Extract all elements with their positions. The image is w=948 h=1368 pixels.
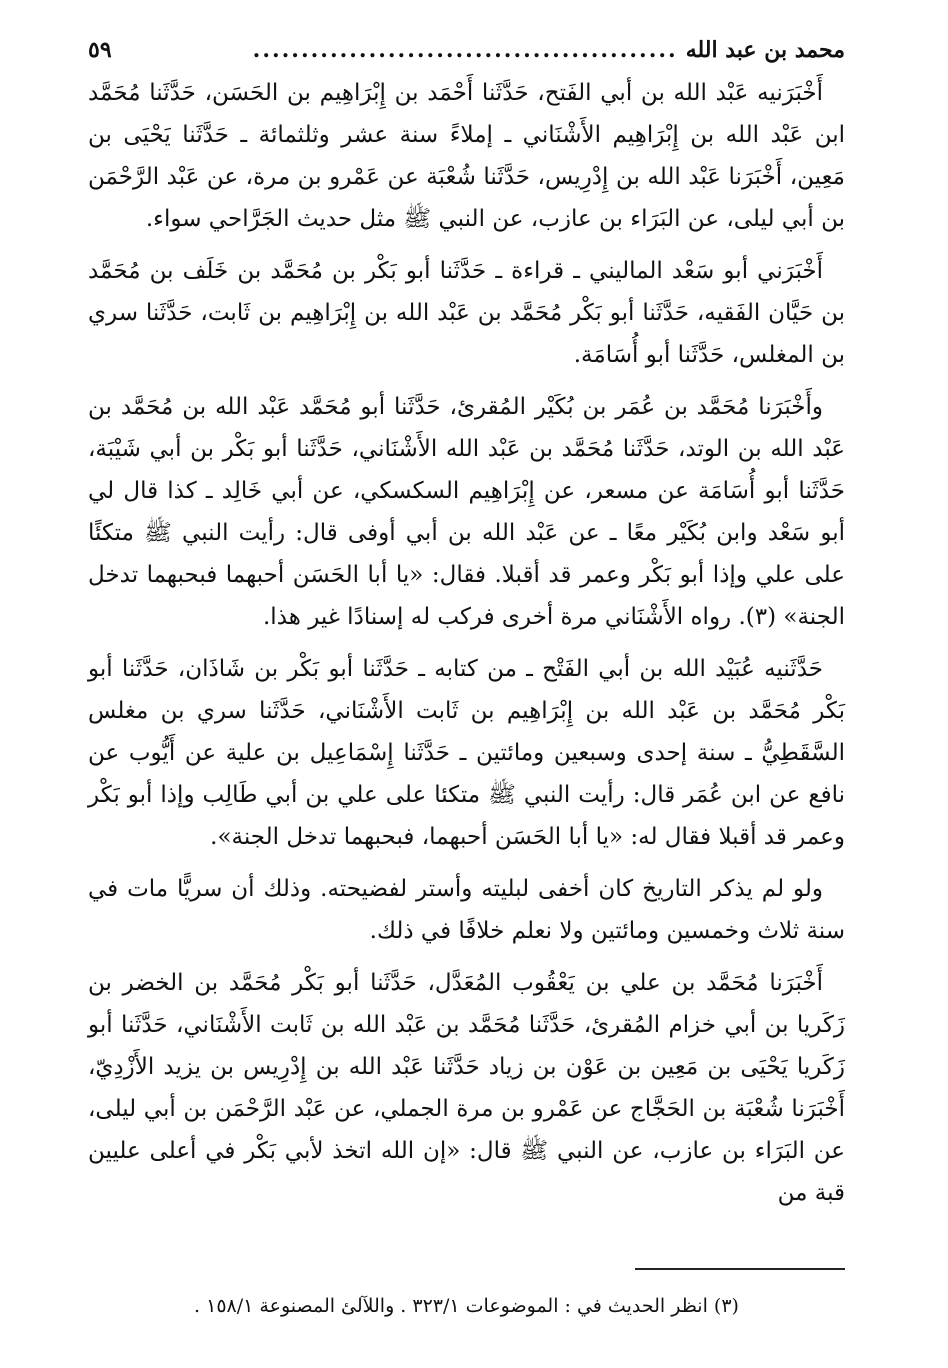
book-page	[88, 30, 845, 1340]
footnote-separator	[635, 1268, 845, 1270]
header-leader-dots: ............................................	[252, 37, 678, 63]
paragraph-3: وأَخْبَرَنا مُحَمَّد بن عُمَر بن بُكَيْر المُقرئ، حَدَّثَنا أبو مُحَمَّد عَبْد الله بن مُحَمَّد بن عَبْد الله بن الوتد، حَدَّثَنا مُحَمَّد بن عَبْد الله الأَشْنَاني، حَدَّثَنا أبو بَكْر بن أبي شَيْبَة، حَدَّثَنا أبو أُسَامَة عن مسعر، عن إِبْرَاهِيم السكسكي، عن أبي خَالِد ـ كذا قال لي أبو سَعْد وابن بُكَيْر معًا ـ عن عَبْد الله بن أبي أوفى قال: رأيت النبي ﷺ متكئًا على علي وإذا أبو بَكْر وعمر قد أقبلا. فقال: «يا أبا الحَسَن أحبهما فبحبهما تدخل الجنة» (٣). رواه الأَشْنَاني مرة أخرى فركب له إسنادًا غير هذا.	[88, 394, 845, 630]
main-text	[88, 72, 845, 1214]
footnote: (٣) انظر الحديث في : الموضوعات ٣٢٣/١ . واللآلئ المصنوعة ١٥٨/١ .	[194, 1295, 739, 1317]
page-number: ٥٩	[88, 37, 112, 63]
running-header	[88, 30, 845, 70]
paragraph-6: أَخْبَرَنا مُحَمَّد بن علي بن يَعْقُوب المُعَدَّل، حَدَّثَنا أبو بَكْر مُحَمَّد بن الخضر بن زَكَريا بن أبي خزام المُقرئ، حَدَّثَنا مُحَمَّد بن عَبْد الله بن ثَابت الأَشْنَاني، حَدَّثَنا أبو زَكَريا يَحْيَى بن مَعِين بن عَوْن بن زياد حَدَّثَنا عَبْد الله بن إِدْرِيس بن يزيد الأَزْدِيّ، أَخْبَرَنا شُعْبَة بن الحَجَّاج عن عَمْرو بن مرة الجملي، عن عَبْد الرَّحْمَن بن أبي ليلى، عن البَرَاء بن عازب، عن النبي ﷺ قال: «إن الله اتخذ لأبي بَكْر في أعلى عليين قبة من	[88, 970, 846, 1206]
paragraph-2: أَخْبَرَني أبو سَعْد الماليني ـ قراءة ـ حَدَّثَنا أبو بَكْر بن مُحَمَّد بن خَلَف بن مُحَمَّد بن حَيَّان الفَقيه، حَدَّثَنا أبو بَكْر مُحَمَّد بن عَبْد الله بن إِبْرَاهِيم بن ثَابت، حَدَّثَنا سري بن المغلس، حَدَّثَنا أبو أُسَامَة.	[88, 258, 845, 368]
paragraph-5: ولو لم يذكر التاريخ كان أخفى لبليته وأستر لفضيحته. وذلك أن سريًّا مات في سنة ثلاث وخمسين ومائتين ولا نعلم خلافًا في ذلك.	[88, 876, 845, 944]
paragraph-4: حَدَّثَنيه عُبَيْد الله بن أبي الفَتْح ـ من كتابه ـ حَدَّثَنا أبو بَكْر بن شَاذَان، حَدَّثَنا أبو بَكْر مُحَمَّد بن عَبْد الله بن إِبْرَاهِيم بن ثَابت الأَشْنَاني، حَدَّثَنا سري بن مغلس السَّقَطِيُّ ـ سنة إحدى وسبعين ومائتين ـ حَدَّثَنا إِسْمَاعِيل بن علية عن أَيُّوب عن نافع عن ابن عُمَر قال: رأيت النبي ﷺ متكئا على علي بن أبي طَالِب وإذا أبو بَكْر وعمر قد أقبلا فقال له: «يا أبا الحَسَن أحبهما، فبحبهما تدخل الجنة».	[88, 656, 845, 850]
paragraph-1: أَخْبَرَنيه عَبْد الله بن أبي الفَتح، حَدَّثَنا أَحْمَد بن إِبْرَاهِيم بن الحَسَن، حَدَّثَنا مُحَمَّد ابن عَبْد الله بن إِبْرَاهِيم الأَشْنَاني ـ إملاءً سنة عشر وثلثمائة ـ حَدَّثَنا يَحْيَى بن مَعِين، أَخْبَرَنا عَبْد الله بن إِدْرِيس، حَدَّثَنا شُعْبَة عن عَمْرو بن مرة، عن عَبْد الرَّحْمَن بن أبي ليلى، عن البَرَاء بن عازب، عن النبي ﷺ مثل حديث الجَرَّاحي سواء.	[88, 80, 845, 232]
header-title: محمد بن عبد الله	[685, 37, 845, 63]
